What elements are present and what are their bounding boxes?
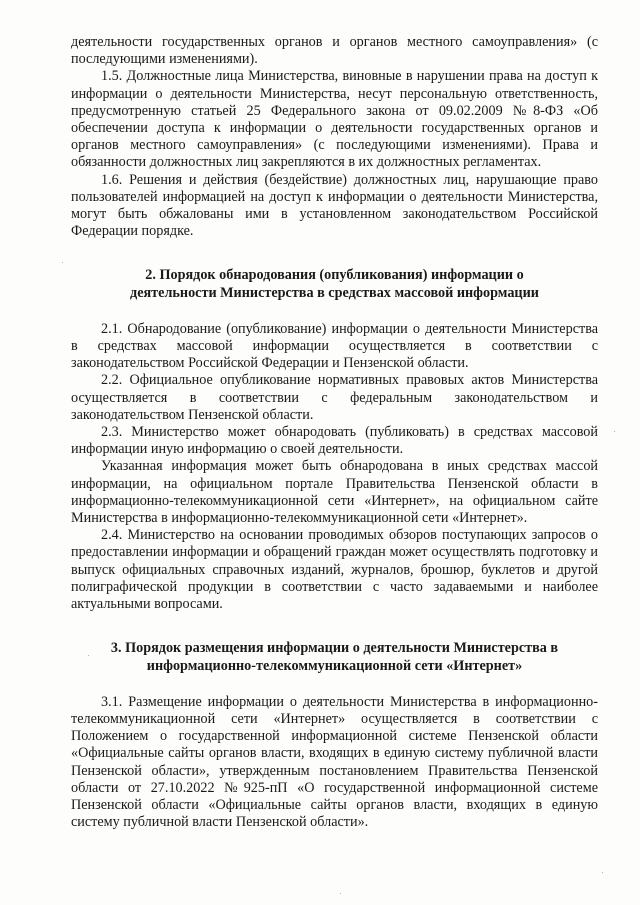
paragraph-2-3-continued: Указанная информация может быть обнародована в иных средствах массой информации, на официальном портале Правительства Пензенской области в информационно-телекоммуникационной сети «Интернет», на официальном сайте Министерства в информационно-телекоммуникационной сети «Интернет». — [71, 458, 598, 527]
scan-speck — [340, 893, 341, 894]
paragraph-1-5: 1.5. Должностные лица Министерства, виновные в нарушении права на доступ к информации о деятельности Министерства, несут персональную ответственность, предусмотренную статьей 25 Федерального закона от 09.02.2009 №8-ФЗ «Об обеспечении доступа к информации о деятельности государственных органов и органов местного самоуправления» (с последующими изменениями). Права и обязанности должностных лиц закрепляются в их должностных регламентах. — [71, 68, 598, 171]
section-2-heading-line2: деятельности Министерства в средствах массовой информации — [130, 284, 539, 301]
section-2-heading — [71, 267, 598, 301]
spacer — [71, 240, 598, 267]
spacer — [71, 613, 598, 640]
scan-speck — [602, 872, 603, 873]
section-3-heading — [71, 640, 598, 674]
section-2-heading-line1: 2. Порядок обнародования (опубликования) информации о — [145, 267, 524, 284]
scan-speck — [614, 431, 615, 432]
section-3-heading-line2: информационно-телекоммуникационной сети «Интернет» — [146, 657, 523, 674]
paragraph-continuation: деятельности государственных органов и органов местного самоуправления» (с последующими изменениями). — [71, 34, 598, 68]
scan-speck — [62, 262, 63, 263]
spacer — [71, 302, 598, 321]
paragraph-2-1: 2.1. Обнародование (опубликование) информации о деятельности Министерства в средствах массовой информации осуществляется в соответствии с законодательством Российской Федерации и Пензенской области. — [71, 320, 598, 372]
document-body — [71, 34, 598, 831]
paragraph-2-2: 2.2. Официальное опубликование нормативных правовых актов Министерства осуществляется в соответствии с федеральным законодательством и законодательством Пензенской области. — [71, 372, 598, 423]
paragraph-1-6: 1.6. Решения и действия (бездействие) должностных лиц, нарушающие право пользователей информацией на доступ к информации о деятельности Министерства, могут быть обжалованы ими в установленном законодательством Российской Федерации порядке. — [71, 171, 598, 240]
paragraph-2-4: 2.4. Министерство на основании проводимых обзоров поступающих запросов о предоставлении информации и обращений граждан может осуществлять подготовку и выпуск официальных справочных изданий, журналов, брошюр, буклетов и другой полиграфической продукции в соответствии с часто задаваемыми и наиболее актуальными вопросами. — [71, 527, 598, 613]
paragraph-3-1: 3.1. Размещение информации о деятельности Министерства в информационно-телекоммуникационной сети «Интернет» осуществляется в соответствии с Положением о государственной информационной системе Пензенской области «Официальные сайты органов власти, входящих в единую систему публичной власти Пензенской области», утвержденным постановлением Правительства Пензенской области от 27.10.2022 №925-пП «О государственной информационной системе Пензенской области «Официальные сайты органов власти, входящих в единую систему публичной власти Пензенской области». — [71, 693, 598, 831]
paragraph-2-3: 2.3. Министерство может обнародовать (публиковать) в средствах массовой информации иную информацию о своей деятельности. — [71, 424, 598, 458]
spacer — [71, 675, 598, 694]
section-3-heading-line1: 3. Порядок размещения информации о деятельности Министерства в — [110, 640, 559, 657]
